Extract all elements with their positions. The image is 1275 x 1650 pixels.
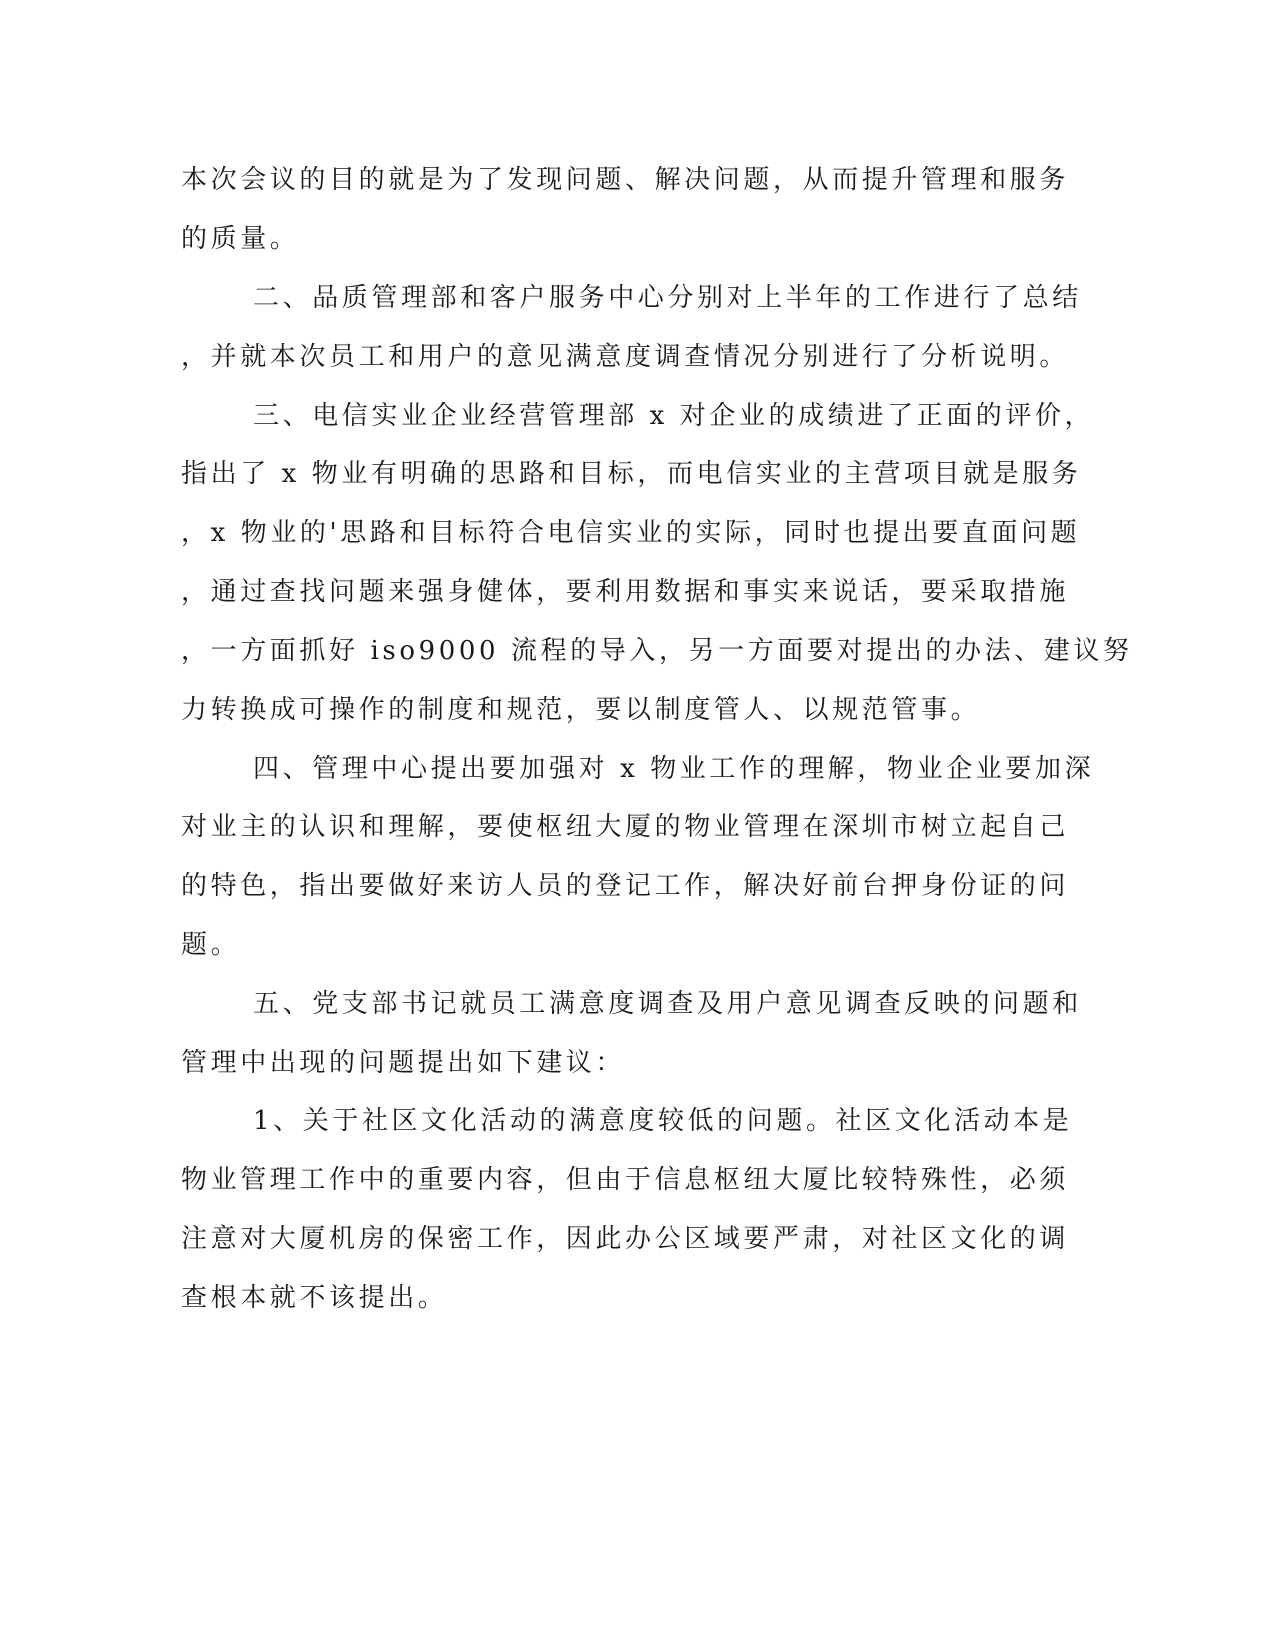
text-line: ，x 物业的'思路和目标符合电信实业的实际，同时也提出要直面问题 — [181, 518, 1081, 548]
text-line: ，一方面抓好 iso9000 流程的导入，另一方面要对提出的办法、建议努 — [181, 636, 1133, 666]
text-line: 注意对大厦机房的保密工作，因此办公区域要严肃，对社区文化的调 — [181, 1224, 1070, 1254]
text-line: 管理中出现的问题提出如下建议： — [181, 1048, 626, 1078]
text-line: 本次会议的目的就是为了发现问题、解决问题，从而提升管理和服务 — [181, 165, 1070, 195]
paragraph-start: 三、电信实业企业经营管理部 x 对企业的成绩进了正面的评价， — [253, 401, 1095, 431]
text-line: 对业主的认识和理解，要使枢纽大厦的物业管理在深圳市树立起自己 — [181, 812, 1070, 842]
paragraph-start: 四、管理中心提出要加强对 x 物业工作的理解，物业企业要加深 — [253, 754, 1095, 784]
text-line: 题。 — [181, 930, 241, 960]
text-line: 的特色，指出要做好来访人员的登记工作，解决好前台押身份证的问 — [181, 871, 1070, 901]
text-line: ，并就本次员工和用户的意见满意度调查情况分别进行了分析说明。 — [181, 342, 1070, 372]
text-line: 力转换成可操作的制度和规范，要以制度管人、以规范管事。 — [181, 695, 981, 725]
text-line: ，通过查找问题来强身健体，要利用数据和事实来说话，要采取措施 — [181, 577, 1070, 607]
paragraph-start: 二、品质管理部和客户服务中心分别对上半年的工作进行了总结 — [253, 283, 1082, 313]
text-line: 的质量。 — [181, 224, 300, 254]
text-line: 指出了 x 物业有明确的思路和目标，而电信实业的主营项目就是服务 — [181, 459, 1082, 489]
text-line: 查根本就不该提出。 — [181, 1283, 448, 1313]
paragraph-start: 1、关于社区文化活动的满意度较低的问题。社区文化活动本是 — [253, 1106, 1073, 1136]
paragraph-start: 五、党支部书记就员工满意度调查及用户意见调查反映的问题和 — [253, 989, 1082, 1019]
text-line: 物业管理工作中的重要内容，但由于信息枢纽大厦比较特殊性，必须 — [181, 1165, 1070, 1195]
